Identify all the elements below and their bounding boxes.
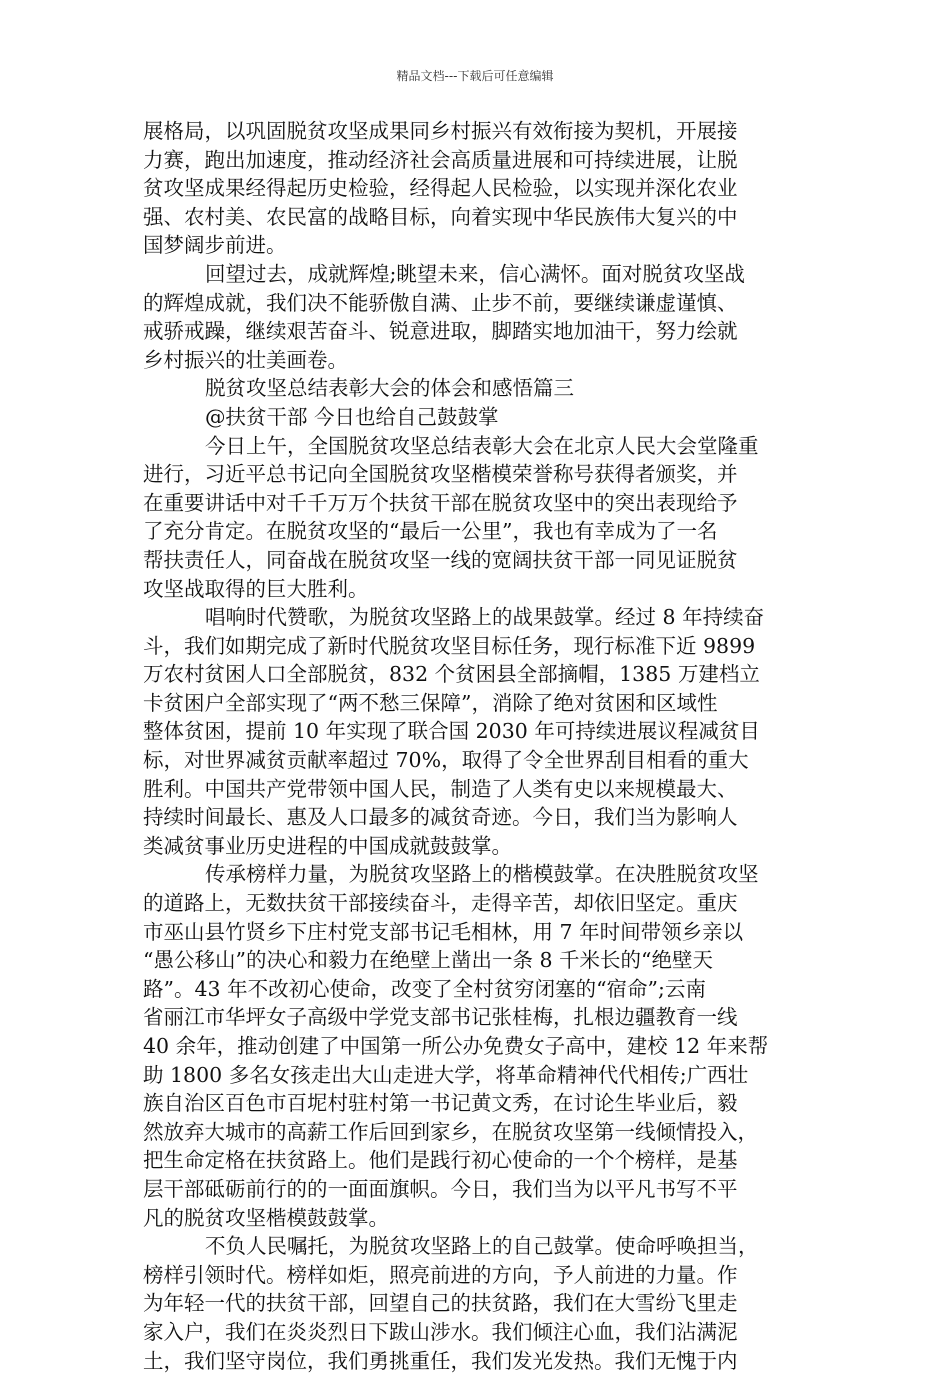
text-line: 标，对世界减贫贡献率超过 70%，取得了令全世界刮目相看的重大 [143, 748, 749, 773]
text-line: 今日上午，全国脱贫攻坚总结表彰大会在北京人民大会堂隆重 [205, 433, 759, 458]
text-line: 传承榜样力量，为脱贫攻坚路上的楷模鼓掌。在决胜脱贫攻坚 [205, 862, 759, 887]
text-line: 帮扶责任人，同奋战在脱贫攻坚一线的宽阔扶贫干部一同见证脱贫 [143, 547, 738, 572]
text-line: 40 余年，推动创建了中国第一所公办免费女子高中，建校 12 年来帮 [143, 1034, 769, 1058]
text-line: 强、农村美、农民富的战略目标，向着实现中华民族伟大复兴的中 [143, 204, 738, 229]
text-line: 戒骄戒躁，继续艰苦奋斗、锐意进取，脚踏实地加油干，努力绘就 [143, 319, 738, 344]
text-line: 类减贫事业历史进程的中国成就鼓鼓掌。 [143, 833, 512, 858]
text-line: “愚公移山”的决心和毅力在绝壁上凿出一条 8 千米长的“绝壁天 [143, 948, 714, 973]
text-line: 卡贫困户全部实现了“两不愁三保障”，消除了绝对贫困和区域性 [143, 690, 718, 715]
paragraph [143, 374, 815, 403]
text-line: 了充分肯定。在脱贫攻坚的“最后一公里”，我也有幸成为了一名 [143, 519, 718, 544]
text-line: 族自治区百色市百坭村驻村第一书记黄文秀，在讨论生毕业后，毅 [143, 1091, 738, 1116]
text-line: 把生命定格在扶贫路上。他们是践行初心使命的一个个榜样，是基 [143, 1148, 738, 1173]
text-line: 然放弃大城市的高薪工作后回到家乡，在脱贫攻坚第一线倾情投入， [143, 1119, 758, 1144]
text-line: 凡的脱贫攻坚楷模鼓鼓掌。 [143, 1205, 389, 1230]
text-line: 的辉煌成就，我们决不能骄傲自满、止步不前，要继续谦虚谨慎、 [143, 290, 738, 315]
text-line: 回望过去，成就辉煌;眺望未来，信心满怀。面对脱贫攻坚战 [205, 261, 745, 286]
text-line: 脱贫攻坚总结表彰大会的体会和感悟篇三 [205, 376, 574, 401]
text-line: 市巫山县竹贤乡下庄村党支部书记毛相林，用 7 年时间带领乡亲以 [143, 919, 744, 944]
text-line: 乡村振兴的壮美画卷。 [143, 347, 348, 372]
text-line: 土，我们坚守岗位，我们勇挑重任，我们发光发热。我们无愧于内 [143, 1348, 738, 1373]
text-line: 为年轻一代的扶贫干部，回望自己的扶贫路，我们在大雪纷飞里走 [143, 1291, 738, 1316]
paragraph [143, 860, 815, 1232]
text-line: 攻坚战取得的巨大胜利。 [143, 576, 369, 601]
text-line: 整体贫困，提前 10 年实现了联合国 2030 年可持续进展议程减贫目 [143, 719, 760, 744]
paragraph [143, 403, 815, 432]
text-line: 唱响时代赞歌，为脱贫攻坚路上的战果鼓掌。经过 8 年持续奋 [205, 605, 765, 630]
text-line: 进行，习近平总书记向全国脱贫攻坚楷模荣誉称号获得者颁奖，并 [143, 462, 738, 487]
text-line: 持续时间最长、惠及人口最多的减贫奇迹。今日，我们当为影响人 [143, 805, 738, 830]
text-line: 的道路上，无数扶贫干部接续奋斗，走得辛苦，却依旧坚定。重庆 [143, 891, 738, 916]
text-line: 不负人民嘱托，为脱贫攻坚路上的自己鼓掌。使命呼唤担当， [205, 1234, 759, 1259]
paragraph [143, 432, 815, 604]
paragraph [143, 260, 815, 374]
text-line: 国梦阔步前进。 [143, 233, 287, 258]
text-line: @扶贫干部 今日也给自己鼓鼓掌 [205, 404, 499, 429]
text-line: 助 1800 多名女孩走出大山走进大学，将革命精神代代相传;广西壮 [143, 1062, 749, 1087]
text-line: 路”。43 年不改初心使命，改变了全村贫穷闭塞的“宿命”;云南 [143, 976, 706, 1001]
text-line: 万农村贫困人口全部脱贫，832 个贫困县全部摘帽，1385 万建档立 [143, 662, 760, 687]
paragraph [143, 117, 815, 260]
paragraph [143, 603, 815, 860]
page-header: 精品文档---下载后可任意编辑 [396, 69, 554, 83]
text-line: 贫攻坚成果经得起历史检验，经得起人民检验，以实现并深化农业 [143, 176, 738, 201]
text-line: 展格局，以巩固脱贫攻坚成果同乡村振兴有效衔接为契机，开展接 [143, 119, 738, 143]
text-line: 榜样引领时代。榜样如炬，照亮前进的方向，予人前进的力量。作 [143, 1262, 738, 1287]
text-line: 家入户，我们在炎炎烈日下跋山涉水。我们倾注心血，我们沾满泥 [143, 1319, 738, 1344]
text-line: 胜利。中国共产党带领中国人民，制造了人类有史以来规模最大、 [143, 776, 738, 801]
text-line: 斗，我们如期完成了新时代脱贫攻坚目标任务，现行标准下近 9899 [143, 633, 756, 658]
document-body [143, 117, 815, 1375]
text-line: 省丽江市华坪女子高级中学党支部书记张桂梅，扎根边疆教育一线 [143, 1005, 738, 1030]
text-line: 力赛，跑出加速度，推动经济社会高质量进展和可持续进展，让脱 [143, 147, 738, 172]
text-line: 层干部砥砺前行的的一面面旗帜。今日，我们当为以平凡书写不平 [143, 1176, 738, 1201]
text-line: 在重要讲话中对千千万万个扶贫干部在脱贫攻坚中的突出表现给予 [143, 490, 738, 515]
paragraph [143, 1232, 815, 1375]
